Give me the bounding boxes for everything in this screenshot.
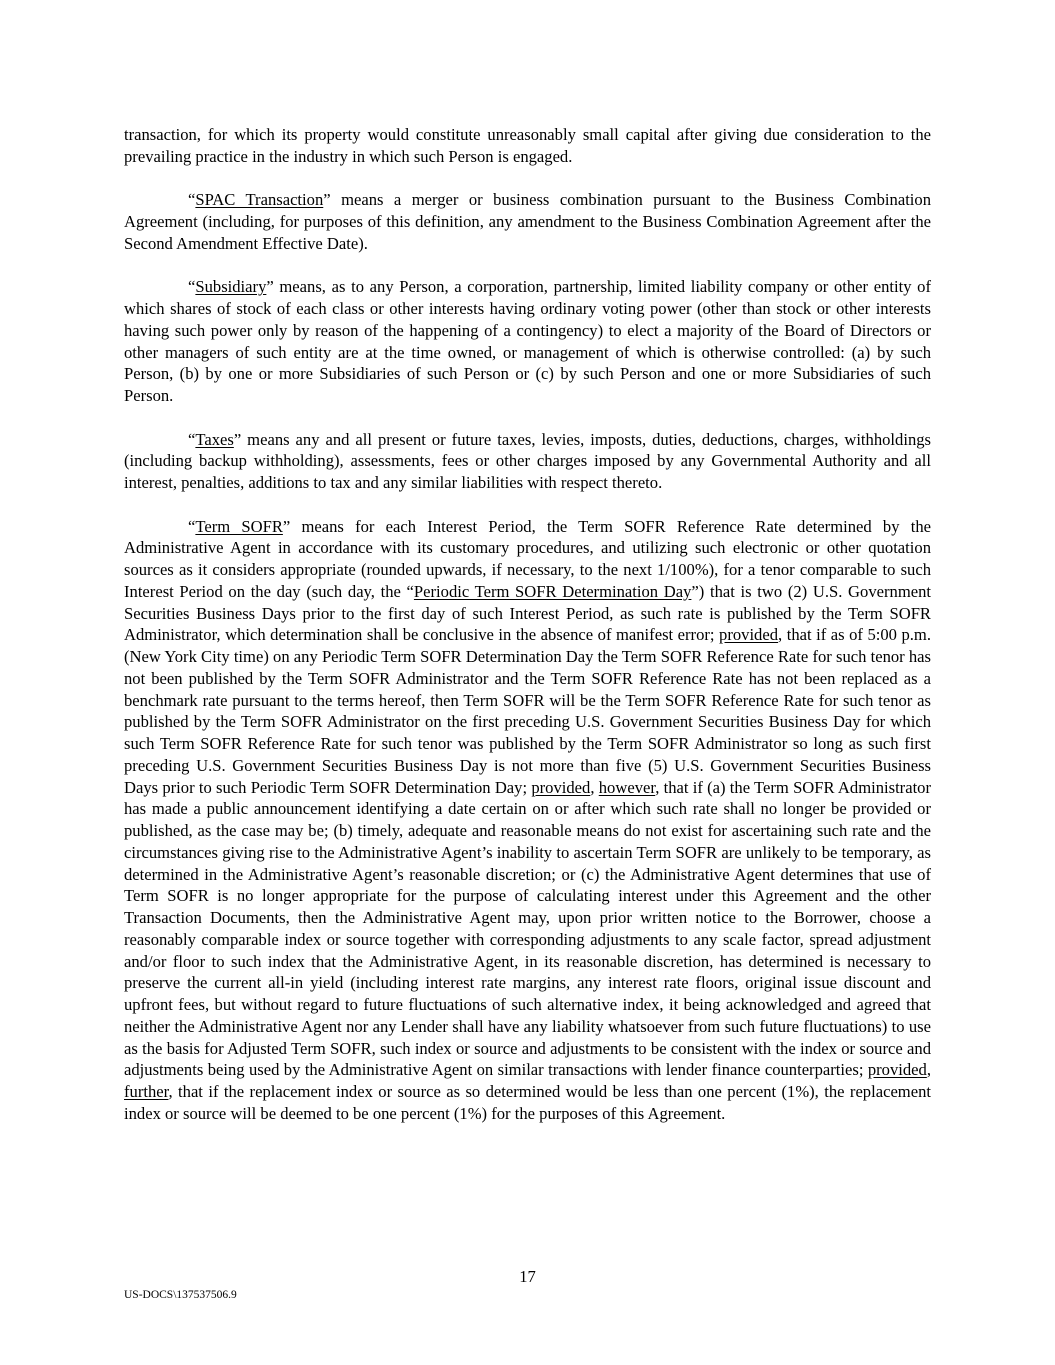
separator: , xyxy=(926,1060,931,1080)
defined-term: Taxes xyxy=(195,429,234,449)
definition-text: ” means a merger or business combination pursuant to the Business Combination Agreement (including, for purposes of this definition, any amendment to the Business Combination Agreement after the Second Amendment Effective Date). xyxy=(124,190,932,253)
open-quote: “ xyxy=(188,516,196,536)
proviso-further: further xyxy=(124,1082,169,1101)
defined-term: Subsidiary xyxy=(195,277,267,297)
definition-text: ” means any and all present or future taxes, levies, imposts, duties, deductions, charges, withholdings (including backup withholding), assessments, fees or other charges imposed by any Governmental Authority and all interest, penalties, additions to tax and any similar liabilities with respect thereto. xyxy=(124,429,931,492)
definition-text: , that if the replacement index or source as so determined would be less than one percent (1%), the replacement index or source will be deemed to be one percent (1%) for the purposes of this Agreement. xyxy=(124,1082,931,1123)
definition-text: ” means, as to any Person, a corporation, partnership, limited liability company or other entity of which shares of stock of each class or other interests having ordinary voting power (other than stock or other interests having such power only by reason of the happening of a contingency) to elect a majority of the Board of Directors or other managers of such entity are at the time owned, or management of which is otherwise controlled: (a) by such Person, (b) by one or more Subsidiaries of such Person or (c) by such Person and one or more Subsidiaries of such Person. xyxy=(124,277,931,405)
paragraph-continuation xyxy=(124,124,931,168)
definition-text: , that if as of 5:00 p.m. (New York City time) on any Periodic Term SOFR Determination Day the Term SOFR Reference Rate for such tenor has not been published by the Term SOFR Administrator and the Term SOFR Reference Rate has not been replaced as a benchmark rate pursuant to the terms hereof, then Term SOFR will be the Term SOFR Reference Rate for such tenor as published by the Term SOFR Administrator on the first preceding U.S. Government Securities Business Day for which such Term SOFR Reference Rate for such tenor was published by the Term SOFR Administrator so long as such first preceding U.S. Government Securities Business Day is not more than five (5) U.S. Government Securities Business Days prior to such Periodic Term SOFR Determination Day; xyxy=(124,625,931,797)
defined-term-periodic: Periodic Term SOFR Determination Day xyxy=(413,581,692,601)
definition-text: ”) that is two (2) U.S. Government Securities Business Days prior to the first day of such Interest Period, as such rate is published by the Term SOFR Administrator, which determination shall be conclusive in the absence of manifest error; xyxy=(124,581,931,645)
separator: , xyxy=(590,777,599,797)
defined-term: Term SOFR xyxy=(195,516,283,536)
proviso-however: however xyxy=(598,777,656,797)
definition-subsidiary xyxy=(124,276,931,407)
open-quote: “ xyxy=(188,429,196,449)
definition-text: ” means for each Interest Period, the Term SOFR Reference Rate determined by the Administrative Agent in accordance with its customary procedures, and utilizing such electronic or other quotation sources as it considers appropriate (rounded upwards, if necessary, to the next 1/100%), for a tenor comparable to such Interest Period on the day (such day, the “ xyxy=(124,516,931,601)
page-body xyxy=(124,124,931,1146)
defined-term: SPAC Transaction xyxy=(195,190,324,210)
document-id: US-DOCS\137537506.9 xyxy=(124,1289,237,1301)
definition-taxes xyxy=(124,429,931,494)
open-quote: “ xyxy=(188,277,196,297)
proviso-provided: provided xyxy=(719,625,779,645)
definition-spac-transaction xyxy=(124,189,931,254)
definition-text: , that if (a) the Term SOFR Administrator has made a public announcement identifying a date certain on or after which such rate shall no longer be provided or published, as the case may be; (b) timely, adequate and reasonable means do not exist for ascertaining such rate and the circumstances giving rise to the Administrative Agent’s inability to ascertain Term SOFR are unlikely to be temporary, as determined in the Administrative Agent’s reasonable discretion; or (c) the Administrative Agent determines that use of Term SOFR is no longer appropriate for the purpose of calculating interest under this Agreement and the other Transaction Documents, then the Administrative Agent may, upon prior written notice to the Borrower, choose a reasonably comparable index or source together with corresponding adjustments to any scale factor, spread adjustment and/or floor to such index that the Administrative Agent, in its reasonable discretion, has determined is necessary to preserve the current all-in yield (including interest rate margins, any interest rate floors, original issue discount and upfront fees, but without regard to future fluctuations of such alternative index, it being acknowledged and agreed that neither the Administrative Agent nor any Lender shall have any liability whatsoever from such future fluctuations) to use as the basis for Adjusted Term SOFR, such index or source and adjustments to be consistent with the index or source and adjustments being used by the Administrative Agent on similar transactions with lender finance counterparties; xyxy=(124,777,932,1080)
paragraph-text: transaction, for which its property would constitute unreasonably small capital after giving due consideration to the prevailing practice in the industry in which such Person is engaged. xyxy=(124,125,931,166)
open-quote: “ xyxy=(188,190,196,210)
page-number: 17 xyxy=(519,1267,536,1286)
definition-term-sofr xyxy=(124,516,931,1125)
proviso-provided: provided xyxy=(531,777,591,797)
proviso-provided: provided xyxy=(867,1060,927,1080)
